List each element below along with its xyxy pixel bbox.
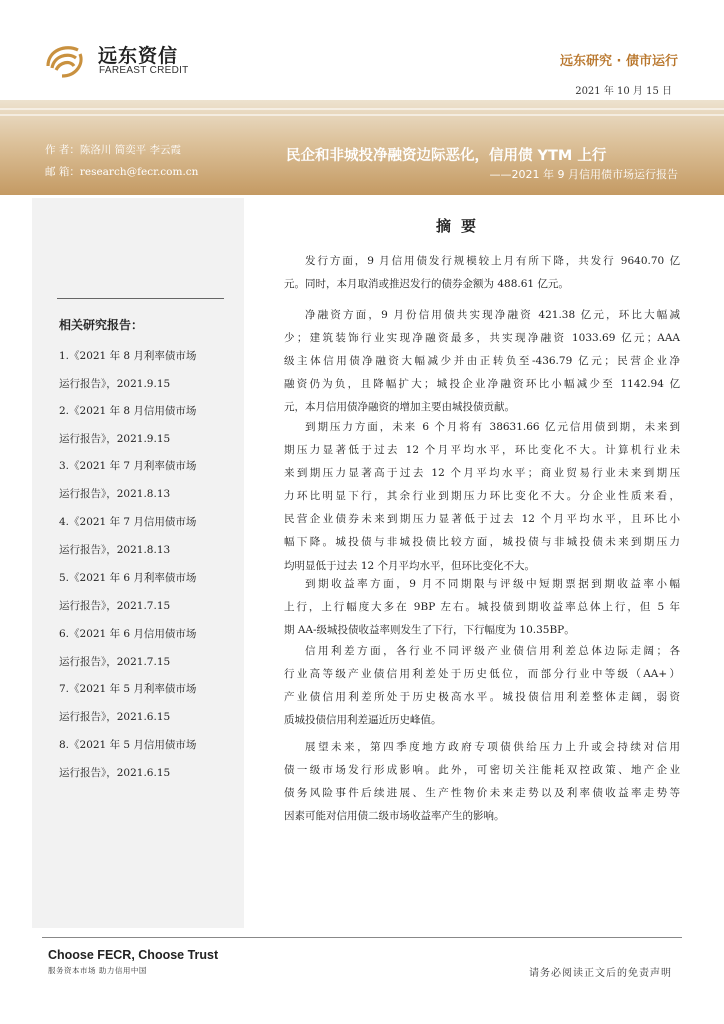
summary-paragraph-credit-spread: 信用利差方面，各行业不同评级产业债信用利差总体边际走阔；各 行业高等级产业债信用利差处于历史低位，而部分行业中等级（AA+） 产业债信用利差所处于历史极高水平。城投债信用利差整体走阔，弱资 质城投债信用利差逼近历史峰值。 xyxy=(284,645,680,727)
banner-stripe xyxy=(0,108,724,110)
summary-paragraph-issuance: 发行方面，9 月信用债发行规模较上月有所下降，共发行 9640.70 亿 元。同时，本月取消或推迟发行的债券金额为 488.61 亿元。 xyxy=(284,255,680,291)
related-reports-title: 相关研究报告： xyxy=(59,318,144,332)
summary-heading: 摘要 xyxy=(436,217,487,235)
related-report-item[interactable]: 8.《2021 年 5 月信用债市场 运行报告》，2021.6.15 xyxy=(59,739,197,779)
email-line: 邮 箱：research@fecr.com.cn xyxy=(45,166,199,178)
report-series-label: 远东研究 · 债市运行 xyxy=(560,54,678,69)
footer-slogan: Choose FECR, Choose Trust xyxy=(48,948,219,962)
footer-slogan-chinese: 服务资本市场 助力信用中国 xyxy=(48,966,147,975)
related-report-item[interactable]: 1.《2021 年 8 月利率债市场 运行报告》，2021.9.15 xyxy=(59,350,197,390)
logo-chinese-name: 远东资信 xyxy=(98,45,179,67)
disclaimer-notice[interactable]: 请务必阅读正文后的免责声明 xyxy=(529,968,672,979)
logo-english-name: FAREAST CREDIT xyxy=(99,65,189,76)
report-title: 民企和非城投净融资边际恶化，信用债 YTM 上行 xyxy=(286,148,607,164)
company-logo xyxy=(42,38,202,82)
summary-paragraph-net-financing: 净融资方面，9 月份信用债共实现净融资 421.38 亿元，环比大幅减 少；建筑装饰行业实现净融资最多，共实现净融资 1033.69 亿元；AAA 级主体信用债净融资大幅减少并由正转负至-436.79 亿元；民营企业净 融资仍为负，且降幅扩大；城投企业净融资环比小幅减少至 1142.94 亿 元，本月信用债净融资的增加主要由城投债贡献。 xyxy=(284,309,680,414)
authors-line: 作 者：陈洛川 简奕平 李云霞 xyxy=(45,144,182,156)
summary-paragraph-yield: 到期收益率方面，9 月不同期限与评级中短期票据到期收益率小幅 上行，上行幅度大多在 9BP 左右。城投债到期收益率总体上行，但 5 年 期 AA-级城投债收益率则发生了下行，下行幅度为 10.35BP。 xyxy=(284,578,680,637)
related-report-item[interactable]: 3.《2021 年 7 月利率债市场 运行报告》，2021.8.13 xyxy=(59,460,197,500)
related-reports-sidebar xyxy=(32,198,244,928)
related-report-item[interactable]: 6.《2021 年 6 月信用债市场 运行报告》，2021.7.15 xyxy=(59,628,197,668)
report-subtitle: ——2021 年 9 月信用债市场运行报告 xyxy=(489,168,678,181)
summary-paragraph-outlook: 展望未来，第四季度地方政府专项债供给压力上升或会持续对信用 债一级市场发行形成影响。此外，可密切关注能耗双控政策、地产企业 债务风险事件后续进展、生产性物价未来走势以及利率债收益率走势等 因素可能对信用债二级市场收益率产生的影响。 xyxy=(284,741,680,823)
footer-divider xyxy=(42,937,682,938)
summary-paragraph-maturity-pressure: 到期压力方面，未来 6 个月将有 38631.66 亿元信用债到期，未来到 期压力显著低于过去 12 个月平均水平，环比变化不大。计算机行业未 来到期压力显著高于过去 12 个月平均水平；商业贸易行业未来到期压 力环比明显下行，其余行业到期压力环比变化不大。分企业性质来看， 民营企业债券未来到期压力显著低于过去 12 个月平均水平，且环比小 幅下降。城投债与非城投债比较方面，城投债与非城投债未来到期压力 均明显低于过去 12 个月平均水平，但环比变化不大。 xyxy=(284,421,680,572)
related-report-item[interactable]: 4.《2021 年 7 月信用债市场 运行报告》，2021.8.13 xyxy=(59,516,197,556)
related-report-item[interactable]: 2.《2021 年 8 月信用债市场 运行报告》，2021.9.15 xyxy=(59,405,197,445)
sidebar-divider xyxy=(57,298,224,299)
report-date: 2021 年 10 月 15 日 xyxy=(575,86,672,97)
banner-stripe xyxy=(0,114,724,116)
related-report-item[interactable]: 7.《2021 年 5 月利率债市场 运行报告》，2021.6.15 xyxy=(59,683,197,723)
related-report-item[interactable]: 5.《2021 年 6 月利率债市场 运行报告》，2021.7.15 xyxy=(59,572,197,612)
fareast-credit-logo-icon xyxy=(42,38,90,82)
